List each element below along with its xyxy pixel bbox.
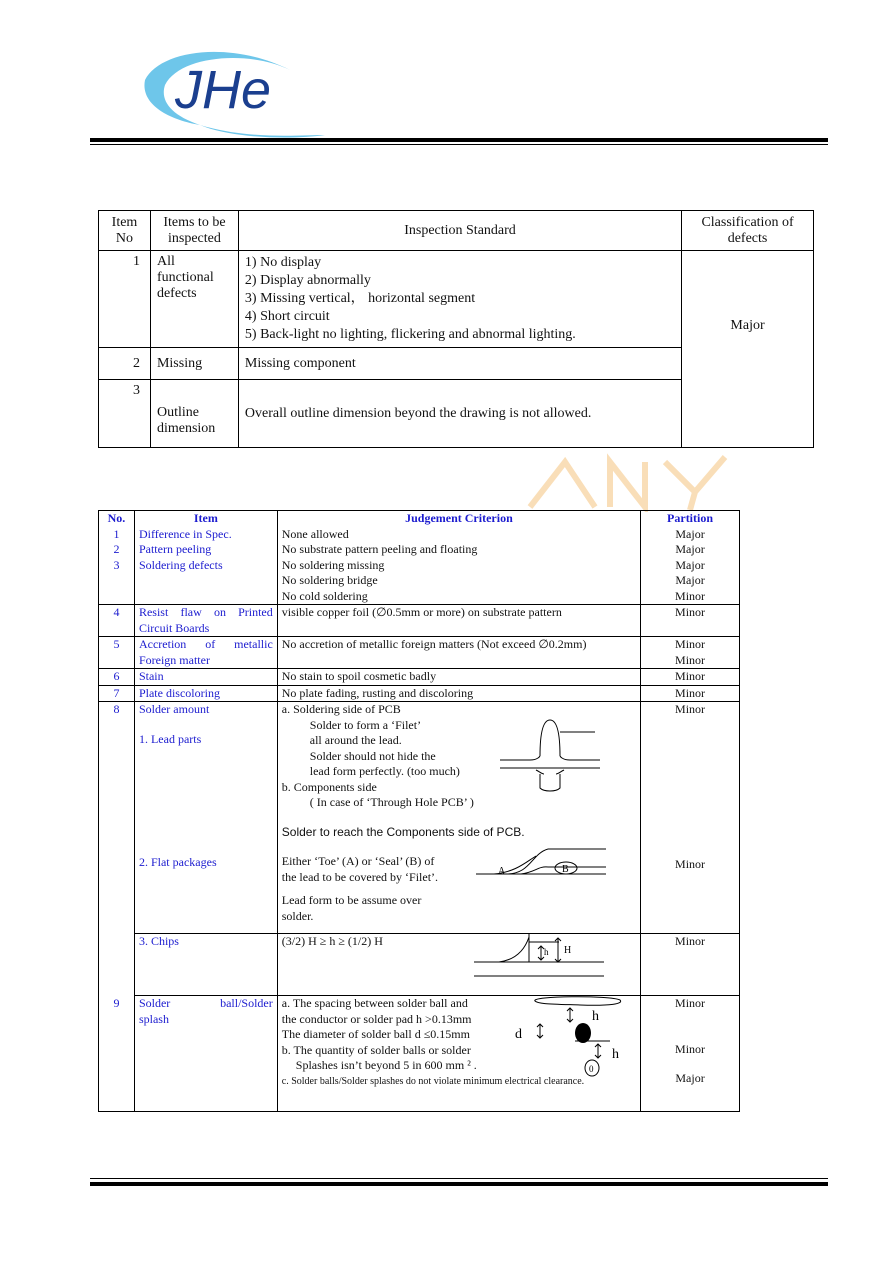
table-row xyxy=(99,934,740,996)
solder-ball-diagram xyxy=(510,996,642,1082)
row-partition: Minor xyxy=(641,669,740,686)
header-rule-thin xyxy=(90,144,828,145)
footer-rule-thin xyxy=(90,1178,828,1179)
flat-package-diagram xyxy=(476,844,611,884)
label-big-h: H xyxy=(563,945,571,956)
label-small-h: h xyxy=(543,947,549,957)
row-criterion: No accretion of metallic foreign matters (Not exceed ∅0.2mm) xyxy=(277,637,640,669)
row-partition: Minor xyxy=(641,934,740,996)
header-items-inspected: Items to be inspected xyxy=(150,211,238,251)
row-partition: Minor xyxy=(641,685,740,702)
row-no: 6 xyxy=(99,669,135,686)
row-no: 1 2 3 xyxy=(99,527,135,605)
inspection-standard-table xyxy=(98,210,814,448)
jhe-logo xyxy=(140,40,340,140)
row-standard: Missing component xyxy=(238,348,681,380)
row-no: 4 xyxy=(99,605,135,637)
row-no: 1 xyxy=(99,251,151,348)
row-partition: Minor Minor Major xyxy=(641,996,740,1112)
table-row xyxy=(99,702,740,934)
row-partition: Major Major Major Major Minor xyxy=(641,527,740,605)
header-partition: Partition xyxy=(641,511,740,527)
table2-header-row xyxy=(99,511,740,527)
header-item-no: Item No xyxy=(99,211,151,251)
lead-parts-diagram xyxy=(500,708,610,800)
table-row xyxy=(99,637,740,669)
table-row xyxy=(99,685,740,702)
row-criterion: (3/2) H ≥ h ≥ (1/2) H h H xyxy=(277,934,640,996)
label-b: B xyxy=(561,864,569,875)
row-standard: Overall outline dimension beyond the drawing is not allowed. xyxy=(238,380,681,448)
row-item: Outline dimension xyxy=(150,380,238,448)
watermark-graphic xyxy=(525,452,740,512)
label-zero: 0 xyxy=(588,1064,594,1074)
footer-rule xyxy=(90,1182,828,1186)
row-item: Missing xyxy=(150,348,238,380)
row-partition: Minor Minor xyxy=(641,702,740,934)
row-item: Plate discoloring xyxy=(134,685,277,702)
row-item: Accretion of metallic Foreign matter xyxy=(134,637,277,669)
judgement-criterion-table xyxy=(98,510,740,1112)
label-d: d xyxy=(514,1027,522,1042)
table-row xyxy=(99,251,814,348)
table-row xyxy=(99,669,740,686)
row-criterion: None allowed No substrate pattern peeling and floating No soldering missing No soldering bridge No cold soldering xyxy=(277,527,640,605)
header-rule xyxy=(90,138,828,142)
row-partition: Minor xyxy=(641,605,740,637)
row-no: 7 xyxy=(99,685,135,702)
table1-header-row xyxy=(99,211,814,251)
label-h-bottom: h xyxy=(611,1047,619,1062)
row-item: 3. Chips xyxy=(134,934,277,996)
table-row xyxy=(99,996,740,1112)
row-criterion: a. The spacing between solder ball and the conductor or solder pad h >0.13mm The diameter of solder ball d ≤0.15mm b. The quantity of solder balls or solder Splashes isn’t beyond 5 in 600 mm ² . c. Solder balls/Solder splashes do not violate minimum electrical clearance. h d h 0 xyxy=(277,996,640,1112)
row-partition: Minor Minor xyxy=(641,637,740,669)
row-item: Solder ball/Solder splash xyxy=(134,996,277,1112)
classification-cell: Major xyxy=(682,251,814,448)
header-criterion: Judgement Criterion xyxy=(277,511,640,527)
row-no: 2 xyxy=(99,348,151,380)
row-criterion: No plate fading, rusting and discoloring xyxy=(277,685,640,702)
logo-text: JHe xyxy=(175,60,272,120)
table-row xyxy=(99,605,740,637)
row-criterion: visible copper foil (∅0.5mm or more) on substrate pattern xyxy=(277,605,640,637)
row-item: All functional defects xyxy=(150,251,238,348)
header-item: Item xyxy=(134,511,277,527)
label-h-top: h xyxy=(591,1009,599,1024)
label-a: A xyxy=(497,866,505,877)
row-item: Stain xyxy=(134,669,277,686)
row-no: 9 xyxy=(99,996,135,1112)
row-no: 8 xyxy=(99,702,135,996)
row-item: Solder amount 1. Lead parts 2. Flat packages xyxy=(134,702,277,934)
chips-diagram xyxy=(474,934,609,979)
header-no: No. xyxy=(99,511,135,527)
table-row xyxy=(99,527,740,605)
row-no: 5 xyxy=(99,637,135,669)
row-criterion: No stain to spoil cosmetic badly xyxy=(277,669,640,686)
row-criterion: a. Soldering side of PCB Solder to form a ‘Filet’ all around the lead. Solder should not hide the lead form perfectly. (too much) b. Components side ( In case of ‘Through Hole PCB’ ) Solder to reach the Components side of PCB. Either ‘Toe’ (A) or ‘Seal’ (B) of the lead to be covered by ‘Filet’. Lead form to be assume over solder. A B xyxy=(277,702,640,934)
row-item: Resist flaw on Printed Circuit Boards xyxy=(134,605,277,637)
row-standard: 1) No display 2) Display abnormally 3) Missing vertical， horizontal segment 4) Short circuit 5) Back-light no lighting, flickering and abnormal lighting. xyxy=(238,251,681,348)
header-classification: Classification of defects xyxy=(682,211,814,251)
row-no: 3 xyxy=(99,380,151,448)
header-inspection-standard: Inspection Standard xyxy=(238,211,681,251)
row-item: Difference in Spec. Pattern peeling Soldering defects xyxy=(134,527,277,605)
